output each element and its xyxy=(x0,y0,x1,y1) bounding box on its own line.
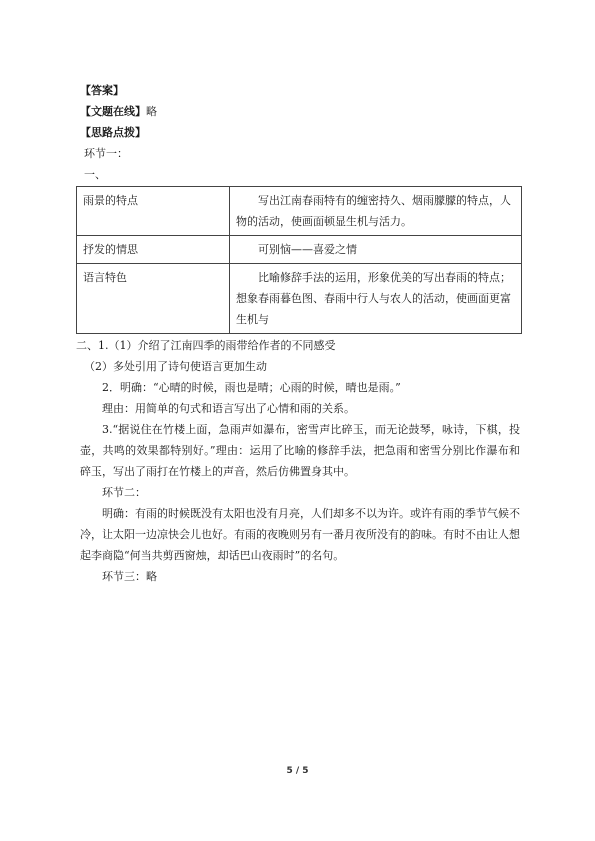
table-row xyxy=(77,264,522,334)
part-two-line-3: 2．明确：“心晴的时候，雨也是晴；心雨的时候，晴也是雨。” xyxy=(102,381,401,394)
analysis-table xyxy=(76,186,522,334)
page-number: 5 / 5 xyxy=(286,766,309,776)
reading-online-line xyxy=(80,101,520,122)
table-row-value: 比喻修辞手法的运用，形象优美的写出春雨的特点；想象春雨暮色图、春雨中行人与农人的活动，使画面更富生机与 xyxy=(230,264,522,334)
section-one-part-label: 一、 xyxy=(84,168,106,181)
reading-online-heading: 【文题在线】 xyxy=(80,105,146,118)
answer-heading: 【答案】 xyxy=(80,84,124,97)
section-three-value: 略 xyxy=(146,570,157,583)
section-two-label: 环节二： xyxy=(102,486,146,499)
table-row-key: 雨景的特点 xyxy=(77,187,230,236)
table-row-key: 语言特色 xyxy=(77,264,230,334)
section-one-label: 环节一： xyxy=(84,147,128,160)
part-two-line-4: 理由：用简单的句式和语言写出了心情和雨的关系。 xyxy=(102,402,355,415)
table-row-value: 写出江南春雨特有的缠密持久、烟雨朦朦的特点，人物的活动，使画面顿显生机与活力。 xyxy=(230,187,522,236)
section-three-line xyxy=(80,566,520,587)
part-two-line-2: （2）多处引用了诗句使语言更加生动 xyxy=(84,360,267,373)
table-row-value: 可别恼——喜爱之情 xyxy=(230,236,522,264)
thinking-tips-heading: 【思路点拨】 xyxy=(80,126,146,139)
table-row xyxy=(77,236,522,264)
table-row xyxy=(77,187,522,236)
section-three-label: 环节三： xyxy=(102,570,146,583)
page-content xyxy=(76,80,520,587)
part-two-paragraph-3: 3.“据说住在竹楼上面，急雨声如瀑布，密雪声比碎玉，而无论鼓琴，咏诗，下棋，投壶，共鸣的效果都特别好。”理由：运用了比喻的修辞手法，把急雨和密雪分别比作瀑布和碎玉，写出了雨打在竹楼上的声音，然后仿佛置身其中。 xyxy=(80,423,520,478)
reading-online-value: 略 xyxy=(146,105,157,118)
table-row-key: 抒发的情思 xyxy=(77,236,230,264)
part-two-line-1: 二、1.（1）介绍了江南四季的雨带给作者的不同感受 xyxy=(76,339,336,352)
section-two-paragraph: 明确：有雨的时候既没有太阳也没有月亮，人们却多不以为许。或许有雨的季节气候不冷，让太阳一边凉快会儿也好。有雨的夜晚则另有一番月夜所没有的韵味。有时不由让人想起李商隐“何当共剪西窗烛，却话巴山夜雨时”的名句。 xyxy=(80,507,520,562)
